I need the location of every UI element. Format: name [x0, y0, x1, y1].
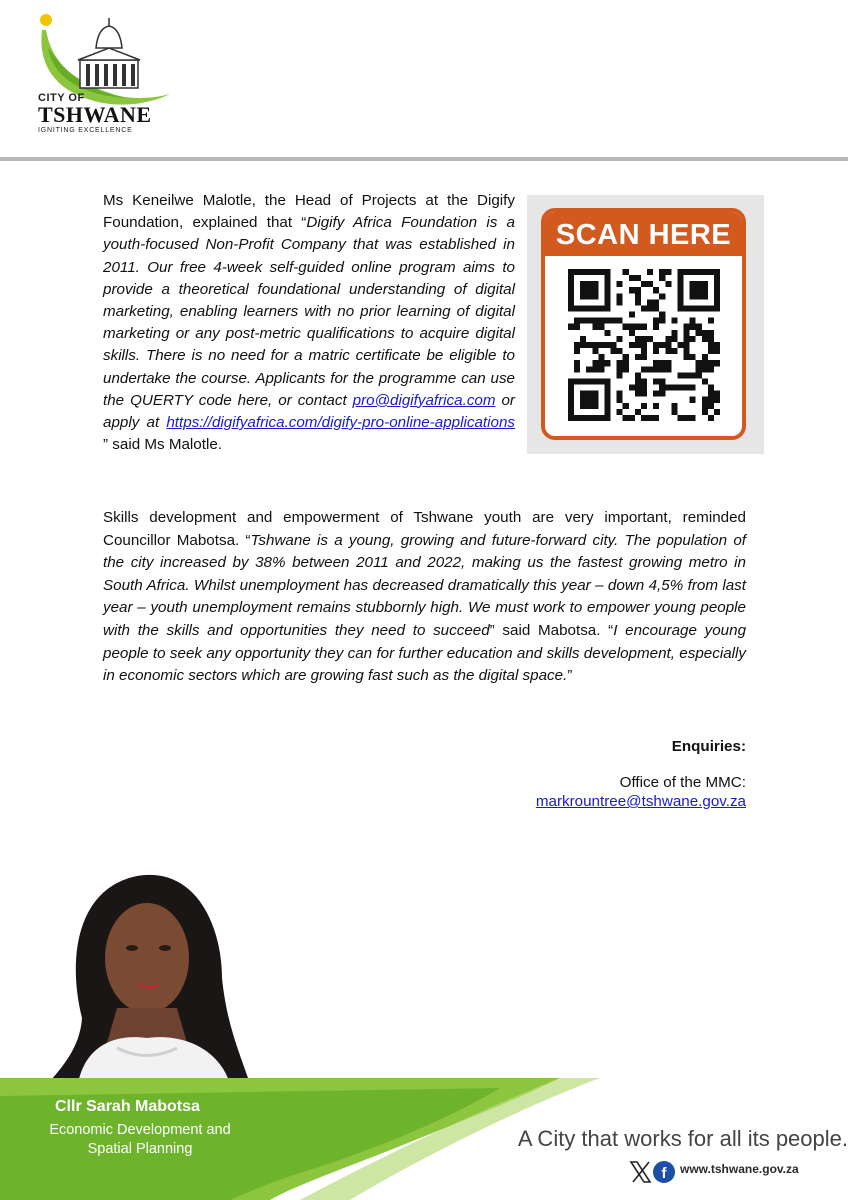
p1-outro: ” said Ms Malotle.	[103, 436, 223, 454]
footer-dept-line2: Spatial Planning	[87, 1141, 193, 1157]
logo-city-of: CITY OF	[38, 92, 85, 104]
councillor-photo	[22, 858, 262, 1090]
logo-wordmark	[38, 92, 152, 135]
facebook-icon[interactable]	[653, 1161, 675, 1183]
p1-apply-text: or apply at	[103, 391, 515, 432]
footer-councillor-name: Cllr Sarah Mabotsa	[55, 1098, 200, 1115]
enquiries-office: Office of the MMC:	[619, 774, 746, 791]
p2-intro: Skills development and empowerment of Tshwane youth are very important, reminded Councillor Mabotsa. “	[103, 509, 746, 549]
paragraph-mabotsa	[103, 507, 746, 688]
logo-tshwane: TSHWANE	[38, 102, 152, 127]
paragraph-digify	[103, 190, 515, 456]
qr-frame	[541, 208, 746, 440]
qr-scan-label: SCAN HERE	[545, 212, 742, 256]
enquiries-title: Enquiries:	[671, 738, 746, 755]
x-twitter-icon[interactable]	[631, 1162, 650, 1182]
p2-close: ”	[567, 667, 573, 685]
enquiries-block	[536, 737, 746, 811]
p1-quote: Digify Africa Foundation is a youth-focused Non-Profit Company that was established in 2011. Our free 4-week self-guided online program aims to provide a theoretical foundational understanding of digital marketing, enabling learners with no prior learning of digital marketing or any post-metric qualifications to acquire digital skills. There is no need for a matric certificate be eligible to undertake the course. Applicants for the programme can use the QUERTY code here, or contact	[103, 214, 515, 409]
footer-department	[40, 1121, 240, 1159]
footer-website[interactable]: www.tshwane.gov.za	[680, 1162, 799, 1176]
digify-email-link[interactable]: pro@digifyafrica.com	[352, 391, 496, 409]
digify-apply-link[interactable]: https://digifyafrica.com/digify-pro-online-applications	[166, 414, 515, 432]
qr-code-icon[interactable]	[568, 269, 720, 421]
logo-tagline: IGNITING EXCELLENCE	[38, 127, 133, 134]
footer-slogan: A City that works for all its people.	[517, 1126, 848, 1151]
social-icons	[628, 1158, 676, 1191]
p2-said: ” said Mabotsa. “	[489, 621, 614, 639]
header-divider	[0, 157, 848, 161]
p1-intro: Ms Keneilwe Malotle, the Head of Projects at the Digify Foundation, explained that “	[103, 192, 515, 232]
p2-quote-1: Tshwane is a young, growing and future-forward city. The population of the city increased by 38% between 2011 and 2022, making us the fastest growing metro in South Africa. Whilst unemployment has decreased dramatically this year – down 4,5% from last year – youth unemployment remains stubbornly high. We must work to empower young people with the skills and opportunities they need to succeed	[103, 531, 746, 639]
p2-quote-2: I encourage young people to seek any opportunity they can for further education and skills development, especially in economic sectors which are growing fast such as the digital space.	[103, 621, 747, 685]
footer-dept-line1: Economic Development and	[49, 1122, 231, 1138]
enquiries-email-link[interactable]: markrountree@tshwane.gov.za	[535, 793, 746, 810]
qr-panel	[527, 195, 764, 454]
svg-text:f: f	[661, 1165, 667, 1182]
sun-icon	[40, 14, 52, 26]
